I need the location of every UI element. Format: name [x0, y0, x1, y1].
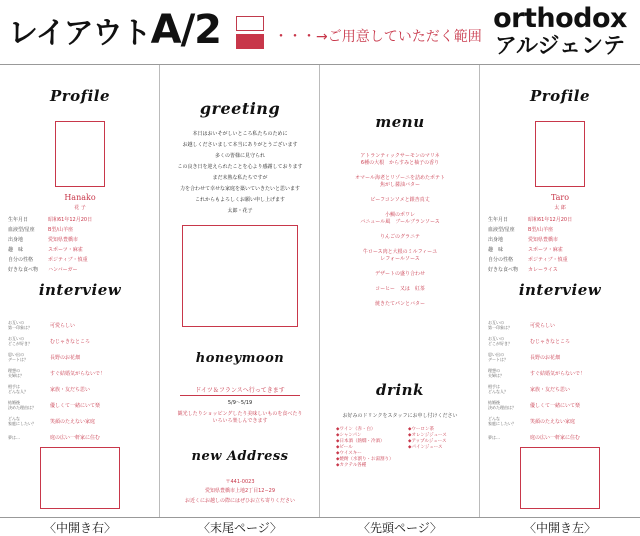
menu-item-line: オマール海老とリゾーニを詰めたポテト — [355, 175, 445, 181]
panel-back — [160, 65, 320, 517]
menu-heading: menu — [375, 113, 425, 131]
interview-answer: むじゃきなところ — [50, 338, 91, 345]
profile-value: ポジティブ・慎重 — [48, 257, 88, 263]
interview-answer: 笑顔のたえない家庭 — [530, 418, 576, 425]
honeymoon-note-2: いろいろ楽しんできます — [212, 418, 268, 424]
profile-row — [8, 225, 154, 235]
honeymoon-heading: honeymoon — [195, 351, 285, 366]
interview-heading: interview — [38, 281, 122, 299]
legend-white-swatch — [236, 16, 264, 31]
interview-question: 相手は どんな人？ — [8, 384, 28, 394]
profile-key: 出身地 — [8, 237, 24, 243]
groom-interview-list — [488, 317, 634, 445]
interview-answer: 庭の広い一軒家に住む — [50, 434, 101, 441]
profile-row — [8, 245, 154, 255]
profile-key: 生年月日 — [8, 217, 29, 223]
drink-item: ◆日本酒（熱燗・冷酒） — [336, 439, 385, 444]
profile-key: 趣 味 — [488, 247, 504, 253]
label-inner-right: 〈中開き右〉 — [43, 521, 116, 535]
interview-row — [488, 413, 634, 429]
menu-list — [320, 153, 480, 316]
menu-course — [320, 197, 480, 204]
interview-answer: 可愛らしい — [530, 322, 556, 329]
layout-header — [0, 0, 640, 62]
interview-answer: 庭の広い一軒家に住む — [530, 434, 581, 441]
bride-profile-list — [8, 215, 154, 275]
profile-value: スポーツ・麻雀 — [528, 247, 563, 253]
layout-title — [8, 6, 221, 58]
interview-row — [8, 397, 154, 413]
profile-row — [488, 235, 634, 245]
new-address-heading: new Address — [191, 449, 289, 464]
interview-answer: 笑顔のたえない家庭 — [50, 418, 96, 425]
interview-answer: 家族・友だち思い — [50, 386, 91, 393]
interview-answer: 長野のお花畑 — [50, 354, 81, 361]
greeting-line: お越しくださいまして本当にありがとうございます — [182, 142, 298, 148]
profile-key: 血液型/星座 — [488, 227, 515, 233]
interview-row — [488, 429, 634, 445]
drink-list — [336, 427, 476, 469]
interview-question: どんな 家庭にしたい？ — [8, 416, 36, 426]
profile-heading: Profile — [49, 87, 111, 105]
honeymoon-dates: 5/9～5/19 — [227, 400, 253, 406]
greeting-line: 太郎・花子 — [227, 208, 253, 214]
interview-answer: 優しくて一緒にいて楽 — [50, 402, 101, 409]
profile-row — [488, 215, 634, 225]
menu-item-line: アトランティックサーモンのマリネ — [360, 153, 440, 159]
drink-intro: お好みのドリンクをスタッフにお申し付けください — [342, 413, 458, 419]
interview-question: 思い出の デートは？ — [8, 352, 28, 362]
menu-item-line: 焦がし醤油バター — [379, 182, 420, 188]
profile-value: 愛知県豊橋市 — [48, 237, 79, 243]
profile-value: 昭和61年12月20日 — [528, 217, 573, 223]
profile-value: ハンバーガー — [48, 267, 78, 273]
drink-item: ◆カクテル各種 — [336, 463, 367, 468]
menu-course — [320, 301, 480, 308]
menu-course — [320, 286, 480, 293]
interview-question: お互いの 第一印象は？ — [488, 320, 512, 330]
drink-column-2 — [408, 427, 447, 469]
layout-title-size: A/2 — [150, 7, 222, 53]
interview-answer: 家族・友だち思い — [530, 386, 571, 393]
profile-key: 自分の性格 — [8, 257, 34, 263]
drink-item: ◆ウーロン茶 — [408, 427, 434, 432]
greeting-line: 力を合わせて幸せな家庭を築いていきたいと思います — [179, 186, 300, 192]
interview-row — [488, 381, 634, 397]
bride-interview-list — [8, 317, 154, 445]
interview-answer: 可愛らしい — [50, 322, 76, 329]
interview-question: どんな 家庭にしたい？ — [488, 416, 516, 426]
interview-answer: すぐ結婚気がらないで！ — [530, 370, 586, 377]
photo-frame-groom — [535, 121, 585, 187]
interview-heading: interview — [518, 281, 602, 299]
drink-column-1 — [336, 427, 408, 469]
legend-text: ・・・→ご用意していただく範囲 — [274, 29, 482, 45]
menu-course — [320, 175, 480, 189]
interview-row — [8, 317, 154, 333]
interview-question: お互いの どこが好き？ — [488, 336, 512, 346]
drink-item: ◆ワイン（赤・白） — [336, 427, 376, 432]
menu-item-line: 6種の大根 からすみと柚子の香り — [360, 160, 440, 166]
profile-key: 好きな食べ物 — [488, 267, 519, 273]
interview-question: 結婚後 決めた理由は？ — [8, 400, 36, 410]
interview-question: 結婚後 決めた理由は？ — [488, 400, 516, 410]
interview-question: 夢は… — [8, 434, 20, 440]
menu-course — [320, 234, 480, 241]
drink-heading: drink — [376, 381, 424, 399]
legend-red-swatch — [236, 34, 264, 49]
interview-row — [488, 349, 634, 365]
panel-groom — [480, 65, 640, 517]
page-labels — [0, 520, 640, 536]
greeting-heading: greeting — [199, 99, 281, 118]
interview-row — [8, 365, 154, 381]
profile-row — [8, 235, 154, 245]
groom-profile-list — [488, 215, 634, 275]
profile-value: B型/山羊座 — [528, 227, 554, 233]
greeting-line: 本日はおいそがしいところ私たちのために — [192, 131, 288, 137]
profile-value: ポジティブ・慎重 — [528, 257, 568, 263]
greeting-line: これからもよろしくお願い申し上げます — [194, 197, 285, 203]
menu-item-line: 牛ロース肉と大根のミルフィーユ — [362, 249, 438, 255]
interview-question: お互いの 第一印象は？ — [8, 320, 32, 330]
profile-key: 生年月日 — [488, 217, 509, 223]
profile-value: スポーツ・麻雀 — [48, 247, 83, 253]
interview-row — [8, 413, 154, 429]
profile-key: 自分の性格 — [488, 257, 514, 263]
interview-question: 思い出の デートは？ — [488, 352, 508, 362]
drink-item: ◆シャンパン — [336, 433, 362, 438]
profile-value: B型/山羊座 — [48, 227, 74, 233]
interview-row — [488, 333, 634, 349]
menu-course — [320, 249, 480, 263]
drink-item: ◆焼酎（水割り・お湯割り） — [336, 457, 394, 462]
photo-frame-bride-bottom — [40, 447, 120, 509]
panel-front — [320, 65, 480, 517]
profile-value: 愛知県豊橋市 — [528, 237, 559, 243]
brand-logo — [490, 4, 630, 60]
layout-sheet — [0, 64, 640, 518]
honeymoon-divider — [180, 395, 300, 396]
address-line: 愛知県豊橋市上地2丁目12−29 — [204, 488, 276, 494]
label-back-page: 〈末尾ページ〉 — [198, 521, 282, 535]
panel-bride — [0, 65, 160, 517]
interview-answer: むじゃきなところ — [530, 338, 571, 345]
greeting-line: 多くの皆様に見守られ — [214, 153, 265, 159]
profile-row — [488, 245, 634, 255]
label-inner-left: 〈中開き左〉 — [523, 521, 596, 535]
label-front-page: 〈先頭ページ〉 — [358, 521, 442, 535]
brand-line2: アルジェンテ — [494, 34, 626, 59]
interview-row — [8, 381, 154, 397]
menu-item-line: 小鯛のポワレ — [384, 212, 415, 218]
honeymoon-title: ドイツ＆フランスへ行ってきます — [195, 387, 285, 394]
profile-value: カレーライス — [528, 267, 558, 273]
interview-row — [488, 317, 634, 333]
layout-title-ja: レイアウト — [8, 16, 151, 51]
menu-item-line: デザートの盛り合わせ — [374, 271, 425, 277]
profile-key: 血液型/星座 — [8, 227, 35, 233]
honeymoon-note-1: 観光したりショッピングしたり美味しいものを食べたり — [177, 411, 303, 417]
interview-row — [488, 397, 634, 413]
interview-answer: 優しくて一緒にいて楽 — [530, 402, 581, 409]
profile-row — [8, 215, 154, 225]
menu-course — [320, 212, 480, 226]
menu-item-line: りんごのグラニテ — [379, 234, 420, 240]
drink-item: ◆ビール — [336, 445, 353, 450]
interview-answer: 長野のお花畑 — [530, 354, 561, 361]
menu-item-line: バニュール風 ブールブランソース — [360, 219, 440, 225]
menu-item-line: コーヒー 又は 紅茶 — [375, 286, 425, 292]
bride-name-en: Hanako — [64, 193, 96, 202]
profile-key: 出身地 — [488, 237, 504, 243]
drink-item: ◆ウイスキー — [336, 451, 362, 456]
photo-frame-bride — [55, 121, 105, 187]
interview-question: お互いの どこが好き？ — [8, 336, 32, 346]
photo-frame-greeting — [182, 225, 298, 327]
menu-item-line: ビーフコンソメと銀杏真丈 — [370, 197, 430, 203]
profile-value: 昭和61年12月20日 — [48, 217, 93, 223]
address-note: お近くにお越しの際にはぜひお立ち寄りください — [184, 498, 295, 504]
profile-heading: Profile — [529, 87, 591, 105]
interview-question: 理想の 夫婦は？ — [8, 368, 24, 378]
interview-answer: すぐ結婚気がらないで！ — [50, 370, 106, 377]
drink-item: ◆パインジュース — [408, 445, 443, 450]
interview-question: 理想の 夫婦は？ — [488, 368, 504, 378]
profile-row — [488, 225, 634, 235]
menu-item-line: 焼きたてパンとバター — [374, 301, 425, 307]
interview-row — [488, 365, 634, 381]
groom-name-en: Taro — [550, 193, 570, 202]
greeting-line: まだ未熟な私たちですが — [212, 175, 268, 181]
profile-key: 好きな食べ物 — [8, 267, 39, 273]
interview-row — [8, 333, 154, 349]
interview-row — [8, 429, 154, 445]
address-zip: 〒441-0023 — [225, 479, 255, 485]
greeting-text — [160, 129, 320, 217]
drink-item: ◆アップルジュース — [408, 439, 447, 444]
profile-key: 趣 味 — [8, 247, 24, 253]
profile-row — [488, 255, 634, 265]
menu-course — [320, 153, 480, 167]
menu-course — [320, 271, 480, 278]
profile-row — [8, 265, 154, 275]
interview-row — [8, 349, 154, 365]
interview-question: 夢は… — [488, 434, 500, 440]
brand-line1: orthodox — [493, 3, 627, 34]
groom-name-ja: 太 郎 — [554, 205, 566, 211]
bride-name-ja: 花 子 — [74, 205, 86, 211]
drink-item: ◆オレンジジュース — [408, 433, 447, 438]
interview-question: 相手は どんな人？ — [488, 384, 508, 394]
profile-row — [8, 255, 154, 265]
menu-item-line: レフォールソース — [380, 256, 420, 262]
photo-frame-groom-bottom — [520, 447, 600, 509]
profile-row — [488, 265, 634, 275]
greeting-line: この良き日を迎えられたことを心より感謝しております — [177, 164, 303, 170]
